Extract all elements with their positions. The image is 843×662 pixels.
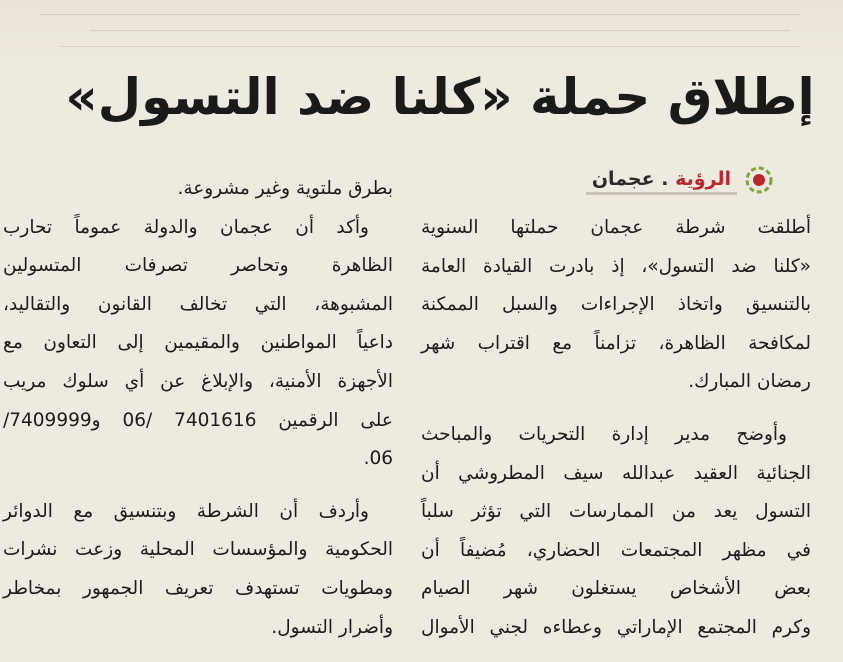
- text-line: وكرم المجتمع الإماراتي وعطاءه لجني الأموال: [421, 616, 811, 638]
- text-line: وأوضح مدير إدارة التحريات والمباحث: [421, 423, 787, 445]
- paragraph-3: [3, 170, 393, 209]
- bleed-line: [60, 46, 800, 47]
- text-line: بطرق ملتوية وغير مشروعة.: [177, 178, 393, 199]
- text-line: لمكافحة الظاهرة، تزامناً مع اقتراب شهر: [421, 332, 811, 354]
- text-line: الأجهزة الأمنية، والإبلاغ عن أي سلوك مريب: [3, 370, 393, 392]
- text-line: الجنائية العقيد عبدالله سيف المطروشي أن: [421, 462, 811, 484]
- text-line: وأردف أن الشرطة وبتنسيق مع الدوائر: [3, 500, 369, 522]
- byline-separator: .: [654, 167, 676, 190]
- paragraph-5: [3, 493, 393, 647]
- outlet-logo-icon: [745, 166, 773, 194]
- text-line: ومطويات تستهدف تعريف الجمهور بمخاطر: [3, 577, 393, 599]
- text-line: 06.: [363, 448, 393, 470]
- paragraph-2: [421, 416, 811, 648]
- byline-outlet: الرؤية: [675, 167, 731, 190]
- bleed-line: [90, 30, 790, 31]
- text-line: التسول يعد من الممارسات التي تؤثر سلباً: [421, 501, 811, 523]
- text-line: رمضان المبارك.: [688, 371, 811, 393]
- bleed-line: [40, 14, 800, 15]
- text-line: أطلقت شرطة عجمان حملتها السنوية: [421, 217, 811, 238]
- text-line: داعياً المواطنين والمقيمين إلى التعاون مع: [3, 332, 393, 354]
- paragraph-1: [421, 209, 811, 402]
- text-line: وأكد أن عجمان والدولة عموماً تحارب: [3, 216, 369, 238]
- paragraph-4: [3, 209, 393, 479]
- text-line: المشبوهة، التي تخالف القانون والتقاليد،: [3, 293, 393, 315]
- article-column-right: [421, 209, 811, 662]
- byline-text: [586, 166, 737, 195]
- text-line: في مظهر المجتمعات الحضاري، مُضيفاً أن: [421, 539, 811, 561]
- text-line: «كلنا ضد التسول»، إذ بادرت القيادة العامة: [421, 255, 811, 277]
- text-line: على الرقمين 7401616 /06 و7409999/: [3, 409, 393, 431]
- headline: إطلاق حملة «كلنا ضد التسول»: [65, 68, 815, 126]
- text-line: بعض الأشخاص يستغلون شهر الصيام: [421, 578, 811, 600]
- bleed-through-area: [0, 0, 843, 62]
- text-line: وأضرار التسول.: [271, 616, 393, 638]
- text-line: الظاهرة وتحاصر تصرفات المتسولين: [3, 255, 393, 277]
- article-column-left: [3, 170, 393, 661]
- byline-city: عجمان: [591, 167, 655, 190]
- byline: [586, 162, 773, 198]
- text-line: بالتنسيق واتخاذ الإجراءات والسبل الممكنة: [421, 294, 811, 316]
- text-line: الحكومية والمؤسسات المحلية وزعت نشرات: [3, 539, 393, 561]
